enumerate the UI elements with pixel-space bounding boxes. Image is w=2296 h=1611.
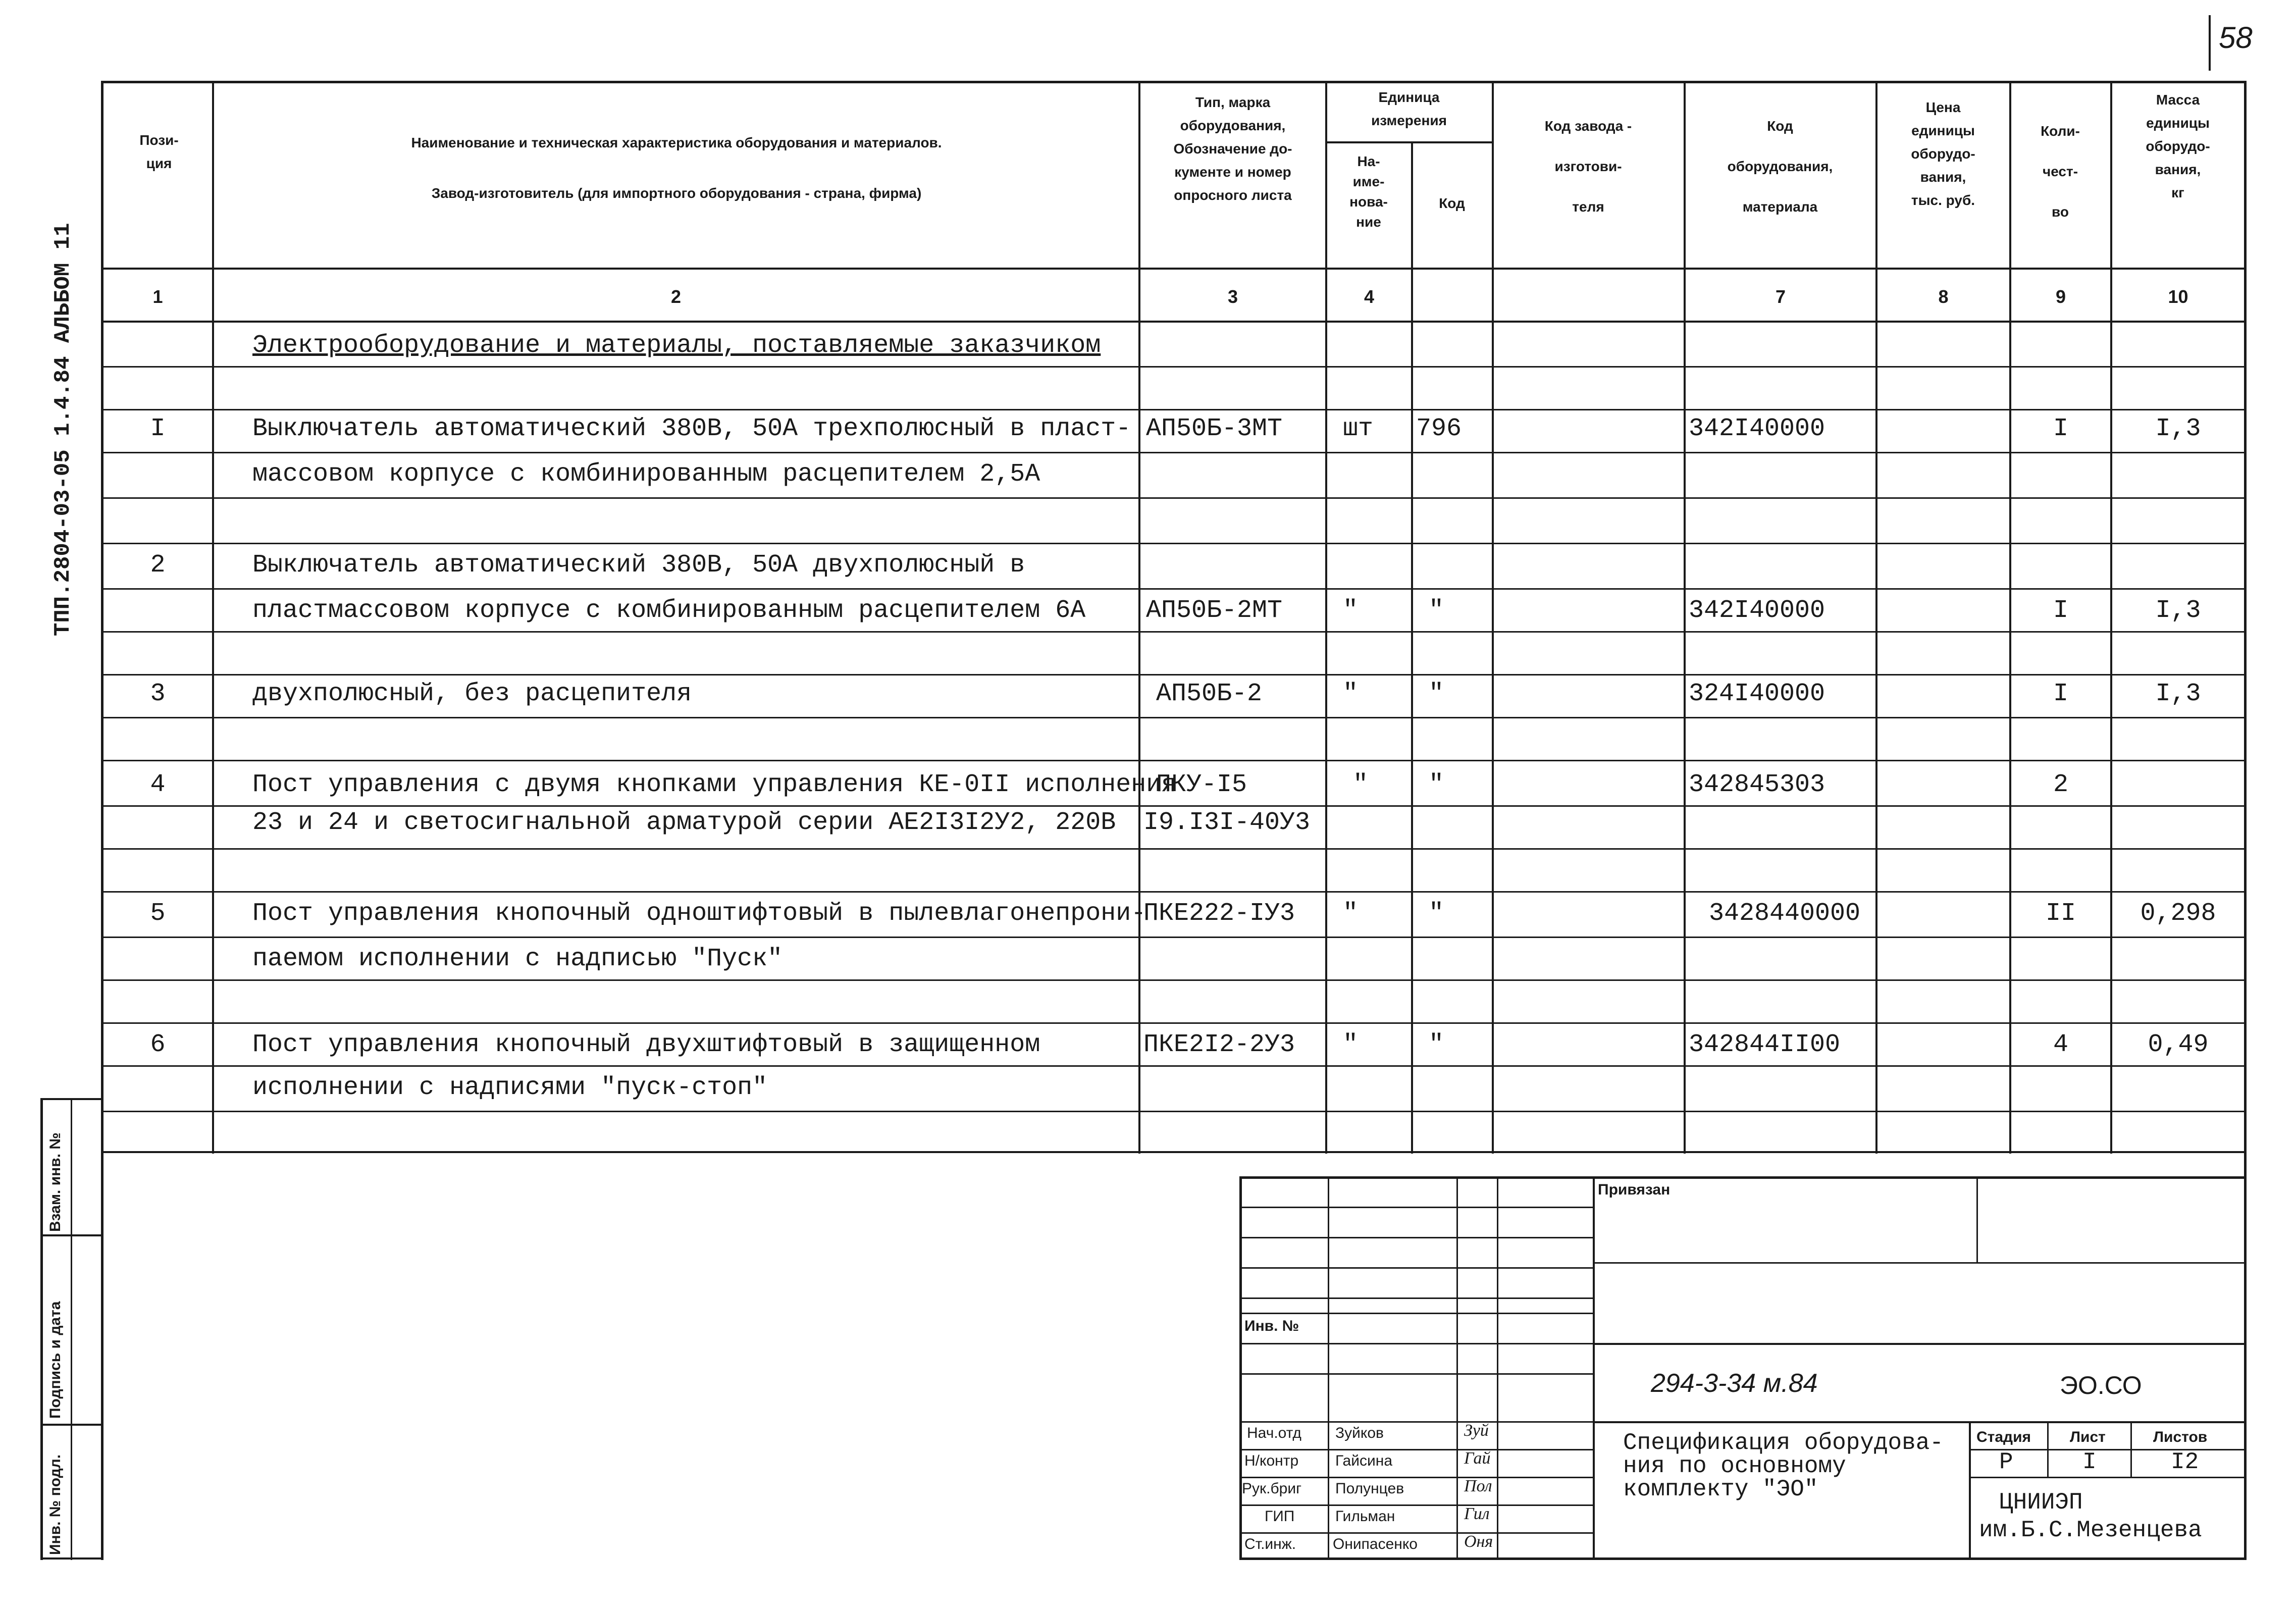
row-position: 6 xyxy=(150,1030,166,1059)
row-mass: I,3 xyxy=(2155,680,2201,708)
row-name-line1: Пост управления с двумя кнопками управления КЕ-0II исполнения xyxy=(252,770,1177,799)
row-type: ПКЕ2I2-2У3 xyxy=(1143,1030,1295,1059)
header-quantity: Коли- чест- во xyxy=(2041,123,2080,220)
staff-role: Рук.бриг xyxy=(1242,1480,1302,1497)
document-title: Спецификация оборудова- ния по основному комплекту "ЭО" xyxy=(1623,1430,1944,1502)
row-quantity: I xyxy=(2053,596,2068,625)
header-position: Пози- ция xyxy=(139,132,179,171)
staff-name: Гильман xyxy=(1335,1508,1395,1525)
row-name-line1: Выключатель автоматический 380В, 50А трехполюсный в пласт- xyxy=(252,414,1131,443)
staff-role: Н/контр xyxy=(1244,1452,1299,1469)
row-position: 3 xyxy=(150,680,166,708)
row-type: ПКУ-I5 xyxy=(1156,770,1247,799)
stamp-inv-original: Инв. № подл. xyxy=(47,1454,64,1555)
row-name-line1: Пост управления кнопочный одноштифтовый в пылевлагонепрони- xyxy=(252,899,1146,928)
staff-signature: Оня xyxy=(1464,1532,1493,1551)
row-mass: 0,49 xyxy=(2148,1030,2209,1059)
colnum-9: 9 xyxy=(2055,286,2066,307)
row-unit-code: 796 xyxy=(1416,414,1462,443)
staff-name: Гайсина xyxy=(1335,1452,1393,1469)
row-code: 342844II00 xyxy=(1689,1030,1841,1059)
row-unit: " xyxy=(1353,770,1369,799)
row-type-line2: I9.I3I-40У3 xyxy=(1143,808,1311,837)
row-name-line1: двухполюсный, без расцепителя xyxy=(252,680,692,708)
row-code: 342I40000 xyxy=(1689,414,1825,443)
stage-value: Р xyxy=(1999,1449,2013,1475)
page-number: 58 xyxy=(2219,21,2253,55)
header-mass: Масса единицы оборудо- вания, кг xyxy=(2146,92,2210,200)
sheets-label: Листов xyxy=(2153,1429,2208,1445)
header-name-line2: Завод-изготовитель (для импортного оборудования - страна, фирма) xyxy=(431,185,922,201)
header-type: Тип, марка оборудования, Обозначение до- кументе и номер опросного листа xyxy=(1173,94,1292,203)
row-mass: I,3 xyxy=(2155,596,2201,625)
colnum-2: 2 xyxy=(670,286,682,307)
title-attached-label: Привязан xyxy=(1598,1181,1671,1198)
colnum-7: 7 xyxy=(1775,286,1786,307)
row-type: АП50Б-2МТ xyxy=(1146,596,1283,625)
sheet-value: I xyxy=(2082,1449,2097,1475)
staff-role: Ст.инж. xyxy=(1244,1536,1296,1552)
row-position: 5 xyxy=(150,899,166,928)
row-name-line1: Пост управления кнопочный двухштифтовый в защищенном xyxy=(252,1030,1040,1059)
row-unit: " xyxy=(1343,899,1359,928)
colnum-8: 8 xyxy=(1938,286,1949,307)
staff-signature: Гил xyxy=(1464,1504,1490,1523)
colnum-10: 10 xyxy=(2168,286,2188,307)
staff-signature: Гай xyxy=(1464,1449,1491,1468)
row-quantity: 2 xyxy=(2053,770,2068,799)
document-code: 294-3-34 м.84 xyxy=(1651,1369,1818,1398)
staff-name: Онипасенко xyxy=(1333,1536,1418,1552)
sheet-label: Лист xyxy=(2070,1429,2106,1445)
header-price: Цена единицы оборудо- вания, тыс. руб. xyxy=(1911,99,1975,208)
side-stamp: ТПП.2804-03-05 1.4.84 АЛЬБОМ 11 xyxy=(50,223,76,636)
stamp-signature-date: Подпись и дата xyxy=(47,1301,64,1419)
row-quantity: II xyxy=(2045,899,2076,928)
header-unit-code: Код xyxy=(1439,195,1465,211)
header-unit: Единица измерения xyxy=(1371,89,1447,128)
row-name-line1: Выключатель автоматический 380В, 50А двухполюсный в xyxy=(252,551,1025,580)
staff-signature: Зуй xyxy=(1464,1421,1489,1440)
row-type: АП50Б-3МТ xyxy=(1146,414,1283,443)
row-position: 2 xyxy=(150,551,166,580)
row-unit-code: " xyxy=(1429,770,1444,799)
staff-role: Нач.отд xyxy=(1247,1425,1301,1441)
staff-name: Зуйков xyxy=(1335,1425,1384,1441)
row-quantity: 4 xyxy=(2053,1030,2068,1059)
header-equipment-code: Код оборудования, материала xyxy=(1727,118,1833,215)
colnum-3: 3 xyxy=(1227,286,1238,307)
staff-name: Полунцев xyxy=(1335,1480,1404,1497)
row-unit: " xyxy=(1343,1030,1359,1059)
row-name-line2: массовом корпусе с комбинированным расцепителем 2,5А xyxy=(252,460,1040,489)
row-unit-code: " xyxy=(1429,680,1444,708)
row-code: 3428440000 xyxy=(1709,899,1861,928)
section-title: Электрооборудование и материалы, поставляемые заказчиком xyxy=(252,331,1101,360)
row-code: 342845303 xyxy=(1689,770,1825,799)
org-line1: ЦНИИЭП xyxy=(1999,1489,2083,1516)
row-unit-code: " xyxy=(1429,899,1444,928)
row-mass: 0,298 xyxy=(2140,899,2216,928)
org-line2: им.Б.С.Мезенцева xyxy=(1979,1517,2202,1543)
row-code: 324I40000 xyxy=(1689,680,1825,708)
row-name-line2: 23 и 24 и светосигнальной арматурой серии АЕ2I3I2У2, 220В xyxy=(252,808,1116,837)
row-name-line2: исполнении с надписями "пуск-стоп" xyxy=(252,1073,768,1102)
drawing-mark: ЭО.СО xyxy=(2060,1371,2142,1399)
row-mass: I,3 xyxy=(2155,414,2201,443)
page-number-rule xyxy=(2209,15,2211,71)
row-position: I xyxy=(150,414,166,443)
row-unit: " xyxy=(1343,680,1359,708)
stage-label: Стадия xyxy=(1976,1429,2031,1445)
row-unit-code: " xyxy=(1429,1030,1444,1059)
row-type: ПКЕ222-IУ3 xyxy=(1143,899,1295,928)
row-unit: шт xyxy=(1343,414,1374,443)
row-name-line2: паемом исполнении с надписью "Пуск" xyxy=(252,945,783,973)
row-name-line2: пластмассовом корпусе с комбинированным расцепителем 6А xyxy=(252,596,1086,625)
row-quantity: I xyxy=(2053,414,2068,443)
stamp-replace-inv: Взам. инв. № xyxy=(47,1132,64,1232)
header-unit-name: На- име- нова- ние xyxy=(1349,153,1388,230)
sheets-value: I2 xyxy=(2171,1449,2199,1475)
title-inv-label: Инв. № xyxy=(1244,1318,1299,1334)
colnum-4: 4 xyxy=(1364,286,1375,307)
header-name-line1: Наименование и техническая характеристика оборудования и материалов. xyxy=(411,135,942,150)
colnum-1: 1 xyxy=(152,286,163,307)
row-unit-code: " xyxy=(1429,596,1444,625)
row-position: 4 xyxy=(150,770,166,799)
row-quantity: I xyxy=(2053,680,2068,708)
row-code: 342I40000 xyxy=(1689,596,1825,625)
row-unit: " xyxy=(1343,596,1359,625)
row-type: АП50Б-2 xyxy=(1156,680,1263,708)
staff-signature: Пол xyxy=(1464,1477,1492,1495)
staff-role: ГИП xyxy=(1265,1508,1295,1525)
header-plant-code: Код завода - изготови- теля xyxy=(1544,118,1632,215)
